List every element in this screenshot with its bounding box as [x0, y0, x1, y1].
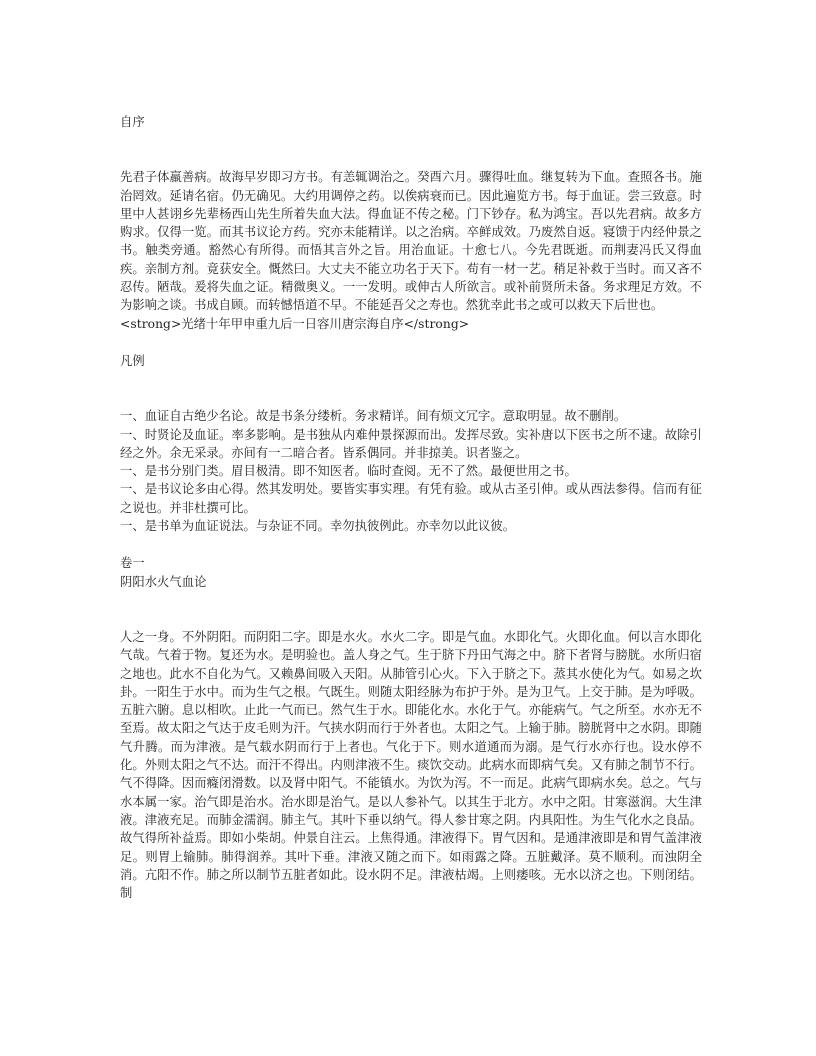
spacer — [120, 535, 702, 554]
general-notes-item: 一、血证自古绝少名论。故是书条分缕析。务求精详。间有烦文冗字。意取明显。故不删削。 — [120, 409, 627, 424]
preface-signature: <strong>光绪十年甲申重九后一日容川唐宗海自序</strong> — [120, 316, 470, 331]
document-page — [120, 113, 702, 902]
general-notes-item: 一、是书分别门类。眉目极清。即不知医者。临时查阅。无不了然。最便世用之书。 — [120, 464, 577, 479]
spacer — [120, 591, 702, 628]
general-notes-item: 一、时贤论及血证。率多影响。是书独从内难仲景探源而出。发挥尽致。实补唐以下医书之所不逮。故除引经之外。余无采录。亦间有一二暗合者。皆系偶同。并非掠美。识者鉴之。 — [120, 427, 702, 460]
spacer — [120, 370, 702, 407]
chapter-title: 阴阳水火气血论 — [120, 574, 207, 589]
general-notes-item: 一、是书单为血证说法。与杂证不同。幸勿执彼例此。亦幸勿以此议彼。 — [120, 519, 516, 534]
spacer — [120, 131, 702, 168]
spacer — [120, 333, 702, 352]
general-notes-title: 凡例 — [120, 353, 145, 368]
preface-title: 自序 — [120, 115, 145, 129]
preface-body: 先君子体羸善病。故海早岁即习方书。有恙辄调治之。癸酉六月。骤得吐血。继复转为下血。查照各书。施治罔效。延请名宿。仍无确见。大约用调停之药。以俟病衰而已。因此遍览方书。每于血证。尝三致意。时里中人甚诩乡先辈杨西山先生所着失血大法。得血证不传之秘。门下钞存。私为鸿宝。吾以先君病。故多方购求。仅得一览。而其书议论方药。究亦未能精详。以之治病。卒鲜成效。乃废然自返。寝馈于内经仲景之书。触类旁通。豁然心有所得。而悟其言外之旨。用治血证。十愈七八。今先君既逝。而荆妻冯氏又得血疾。亲制方剂。竟获安全。慨然曰。大丈夫不能立功名于天下。苟有一材一艺。稍足补救于当时。而又吝不忍传。陋哉。爰将失血之证。精微奥义。一一发明。或伸古人所欲言。或补前贤所未备。务求理足方效。不为影响之谈。书成自顾。而转憾悟道不早。不能延吾父之寿也。然犹幸此书之或可以救天下后世也。 — [120, 170, 702, 313]
volume-title: 卷一 — [120, 556, 145, 571]
general-notes-item: 一、是书议论多由心得。然其发明处。要皆实事实理。有凭有验。或从古圣引伸。或从西法参得。信而有征之说也。并非杜撰可比。 — [120, 482, 702, 515]
chapter-body: 人之一身。不外阴阳。而阴阳二字。即是水火。水火二字。即是气血。水即化气。火即化血。何以言水即化气哉。气着于物。复还为水。是明验也。盖人身之气。生于脐下丹田气海之中。脐下者肾与膀胱。水所归宿之地也。此水不自化为气。又赖鼻间吸入天阳。从肺管引心火。下入于脐之下。蒸其水使化为气。如易之坎卦。一阳生于水中。而为生气之根。气既生。则随太阳经脉为布护于外。是为卫气。上交于肺。是为呼吸。五脏六腑。息以相吹。止此一气而已。然气生于水。即能化水。水化于气。亦能病气。气之所至。水亦无不至焉。故太阳之气达于皮毛则为汗。气挟水阴而行于外者也。太阳之气。上输于肺。膀胱肾中之水阴。即随气升腾。而为津液。是气载水阴而行于上者也。气化于下。则水道通而为溺。是气行水亦行也。设水停不化。外则太阳之气不达。而汗不得出。内则津液不生。痰饮交动。此病水而即病气矣。又有肺之制节不行。气不得降。因而癃闭滑数。以及肾中阳气。不能镇水。为饮为泻。不一而足。此病气即病水矣。总之。气与水本属一家。治气即是治水。治水即是治气。是以人参补气。以其生于北方。水中之阳。甘寒滋润。大生津液。津液充足。而肺金濡润。肺主气。其叶下垂以纳气。得人参甘寒之阴。内具阳性。为生气化水之良品。故气得所补益焉。即如小柴胡。仲景自注云。上焦得通。津液得下。胃气因和。是通津液即是和胃气盖津液足。则胃上输肺。肺得润养。其叶下垂。津液又随之而下。如雨露之降。五脏戴泽。莫不顺利。而浊阴全消。亢阳不作。肺之所以制节五脏者如此。设水阴不足。津液枯竭。上则痿咳。无水以济之也。下则闭结。制 — [120, 629, 702, 901]
